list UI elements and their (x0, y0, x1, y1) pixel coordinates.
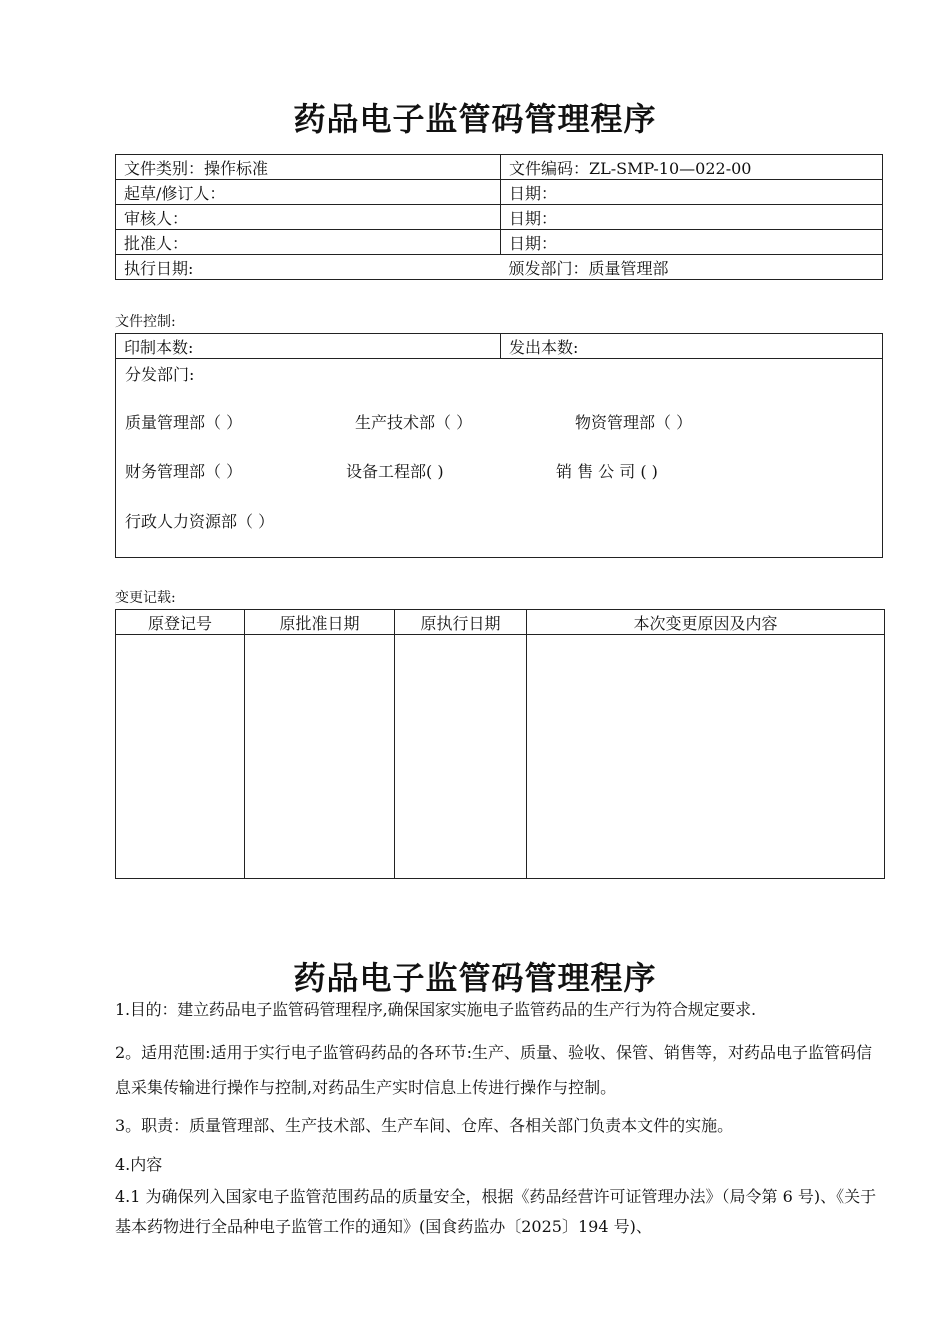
effective-date: 执行日期: (116, 255, 501, 280)
responsibility-paragraph: 3。职责：质量管理部、生产技术部、生产车间、仓库、各相关部门负责本文件的实施。 (115, 1116, 734, 1135)
table-cell (245, 635, 395, 879)
header-table (115, 154, 883, 280)
change-record-label: 变更记载: (115, 590, 176, 606)
doc-category: 文件类别：操作标准 (116, 155, 501, 180)
dept-quality: 质量管理部（ ） (125, 413, 243, 432)
dept-equipment: 设备工程部( ) (346, 462, 444, 481)
change-record-table (115, 609, 885, 879)
file-control-label: 文件控制: (115, 314, 176, 330)
issued-copies: 发出本数: (501, 334, 883, 359)
col-change-reason: 本次变更原因及内容 (527, 610, 885, 635)
dept-materials: 物资管理部（ ） (575, 413, 693, 432)
drafter: 起草/修订人： (116, 180, 501, 205)
purpose-paragraph: 1.目的：建立药品电子监管码管理程序,确保国家实施电子监管药品的生产行为符合规定要求. (115, 1000, 756, 1019)
approver: 批准人： (116, 230, 501, 255)
col-orig-reg-no: 原登记号 (116, 610, 245, 635)
distribution-label: 分发部门: (125, 365, 195, 384)
content-heading: 4.内容 (115, 1155, 163, 1174)
table-row (116, 635, 885, 879)
issuing-department: 颁发部门：质量管理部 (501, 255, 883, 280)
table-cell (527, 635, 885, 879)
col-orig-exec-date: 原执行日期 (395, 610, 527, 635)
table-cell (116, 635, 245, 879)
col-orig-approve-date: 原批准日期 (245, 610, 395, 635)
print-copies: 印制本数: (116, 334, 501, 359)
dept-sales: 销 售 公 司 ( ) (556, 462, 658, 481)
content-paragraph-4-1: 4.1 为确保列入国家电子监管范围药品的质量安全，根据《药品经营许可证管理办法》（局令第 6 号)、《关于基本药物进行全品种电子监管工作的通知》(国食药监办〔2025〕194 号)、 (115, 1187, 877, 1236)
dept-production-tech: 生产技术部（ ） (355, 413, 473, 432)
dept-finance: 财务管理部（ ） (125, 462, 243, 481)
distribution-box (115, 358, 883, 558)
reviewer: 审核人： (116, 205, 501, 230)
body-title: 药品电子监管码管理程序 (293, 959, 657, 997)
dept-hr: 行政人力资源部（ ） (125, 512, 275, 531)
document-title: 药品电子监管码管理程序 (293, 100, 657, 138)
review-date: 日期： (501, 205, 883, 230)
table-cell (395, 635, 527, 879)
doc-code: 文件编码：ZL-SMP-10—022-00 (501, 155, 883, 180)
scope-paragraph: 2。适用范围:适用于实行电子监管码药品的各环节:生产、质量、验收、保管、销售等，对药品电子监管码信息采集传输进行操作与控制,对药品生产实时信息上传进行操作与控制。 (115, 1043, 872, 1097)
draft-date: 日期： (501, 180, 883, 205)
approve-date: 日期： (501, 230, 883, 255)
copies-table (115, 333, 883, 359)
